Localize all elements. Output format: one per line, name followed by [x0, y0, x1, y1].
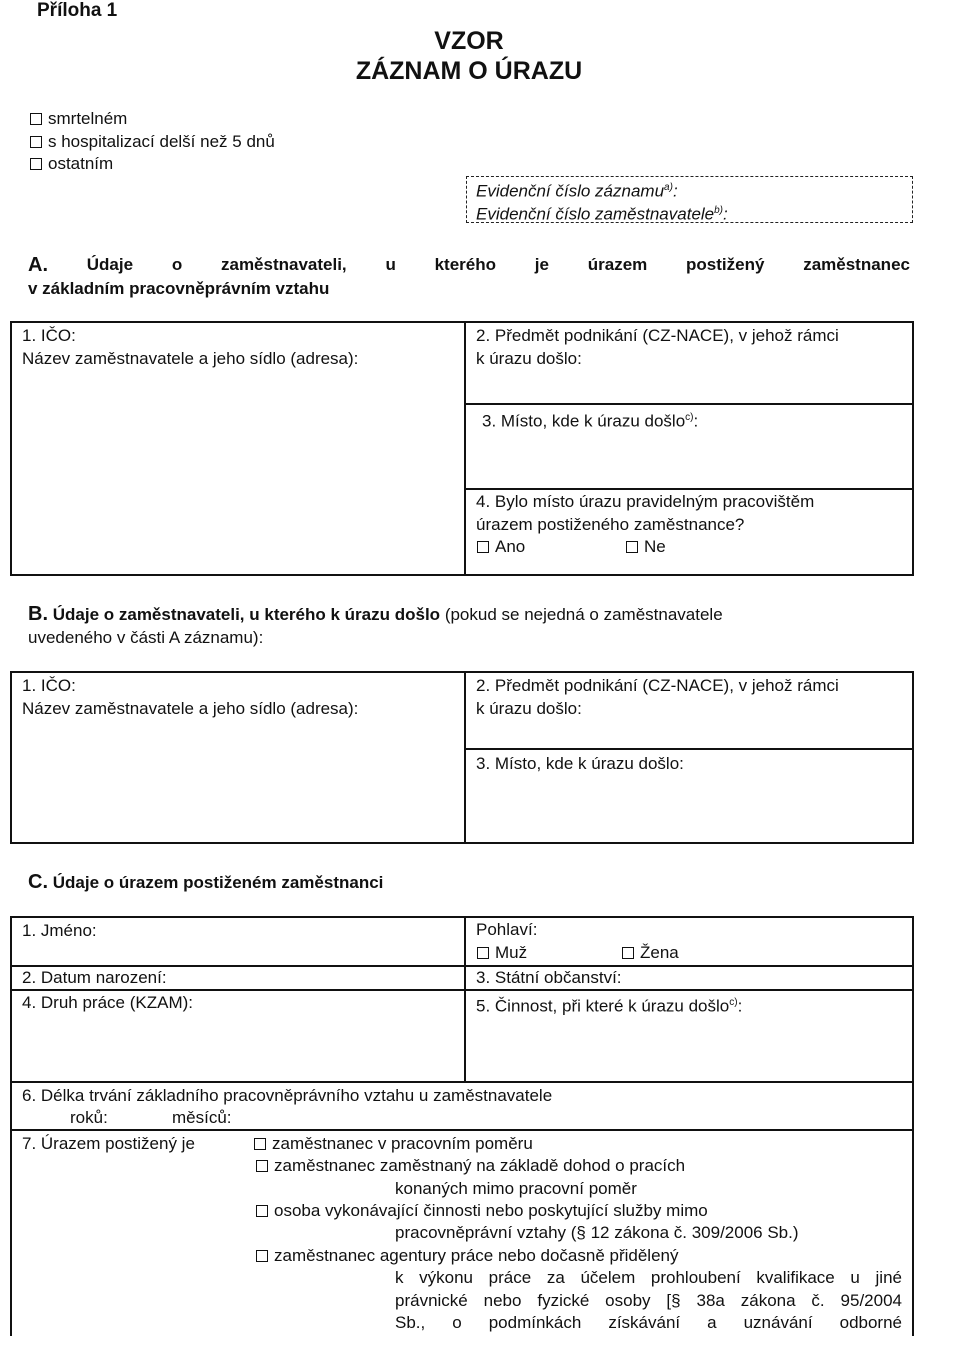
- checkbox-yes[interactable]: [477, 541, 489, 553]
- c-activity-label[interactable]: 5. Činnost, při které k úrazu došlo$^{c)}$:: [476, 996, 743, 1016]
- c-opt-person-l2: pracovněprávní vztahy (§ 12 zákona č. 309/2006 Sb.): [395, 1223, 799, 1242]
- c-work-type-label[interactable]: 4. Druh práce (KZAM):: [22, 993, 193, 1012]
- c-opt-person[interactable]: osoba vykonávající činnosti nebo poskytující služby mimo: [256, 1200, 708, 1222]
- a-yes-option[interactable]: Ano: [477, 536, 525, 558]
- c-citizenship-label[interactable]: 3. Státní občanství:: [476, 968, 622, 987]
- section-c-heading: C. Údaje o úrazem postiženém zaměstnanci: [28, 871, 384, 893]
- c-sex-female[interactable]: Žena: [622, 942, 679, 964]
- c-opt-agency-l3: právnické nebo fyzické osoby [§ 38a zákona č. 95/2004: [395, 1291, 902, 1310]
- c-opt-agency-l4: Sb., o podmínkách získávání a uznávání odborné: [395, 1313, 902, 1332]
- a-no-option[interactable]: Ne: [626, 536, 666, 558]
- section-a-heading-line2: v základním pracovněprávním vztahu: [28, 279, 330, 298]
- record-number-label[interactable]: Evidenční číslo záznamu$^{a)}$:: [476, 181, 678, 201]
- c-injured-is-label: 7. Úrazem postižený je: [22, 1134, 195, 1153]
- checkbox-male[interactable]: [477, 947, 489, 959]
- checkbox-agreement[interactable]: [256, 1160, 268, 1172]
- injury-type-hospital: s hospitalizací delší než 5 dnů: [30, 131, 275, 153]
- annex-label: Příloha 1: [37, 0, 118, 21]
- b-business-label-2: k úrazu došlo:: [476, 699, 582, 718]
- a-employer-name-label[interactable]: Název zaměstnavatele a jeho sídlo (adresa):: [22, 349, 359, 368]
- checkbox-hospital[interactable]: [30, 136, 42, 148]
- c-sex-label: Pohlaví:: [476, 920, 538, 939]
- a-business-label[interactable]: 2. Předmět podnikání (CZ-NACE), v jehož rámci: [476, 326, 839, 345]
- c-birth-date-label[interactable]: 2. Datum narození:: [22, 968, 167, 987]
- a-business-label-2: k úrazu došlo:: [476, 349, 582, 368]
- c-sex-male[interactable]: Muž: [477, 942, 527, 964]
- c-opt-agency-l2: k výkonu práce za účelem prohloubení kvalifikace u jiné: [395, 1268, 902, 1287]
- section-b-heading-line2: uvedeného v části A záznamu):: [28, 628, 264, 647]
- injury-type-fatal: smrtelném: [30, 108, 127, 130]
- b-business-label[interactable]: 2. Předmět podnikání (CZ-NACE), v jehož rámci: [476, 676, 839, 695]
- c-opt-agreement[interactable]: zaměstnanec zaměstnaný na základě dohod o pracích: [256, 1155, 685, 1177]
- c-opt-agreement-l2: konaných mimo pracovní poměr: [395, 1179, 637, 1198]
- a-regular-workplace-label: 4. Bylo místo úrazu pravidelným pracovištěm: [476, 492, 815, 511]
- b-employer-name-label[interactable]: Název zaměstnavatele a jeho sídlo (adresa):: [22, 699, 359, 718]
- checkbox-fatal[interactable]: [30, 113, 42, 125]
- checkbox-no[interactable]: [626, 541, 638, 553]
- c-opt-employee[interactable]: zaměstnanec v pracovním poměru: [254, 1133, 533, 1155]
- a-place-label[interactable]: 3. Místo, kde k úrazu došlo$^{c)}$:: [482, 411, 699, 431]
- checkbox-employee[interactable]: [254, 1138, 266, 1150]
- c-name-label[interactable]: 1. Jméno:: [22, 921, 97, 940]
- a-regular-workplace-label-2: úrazem postiženého zaměstnance?: [476, 515, 745, 534]
- title-line-1: VZOR: [434, 27, 504, 55]
- c-months-label[interactable]: měsíců:: [172, 1108, 232, 1127]
- injury-type-other: ostatním: [30, 153, 113, 175]
- c-years-label[interactable]: roků:: [70, 1108, 108, 1127]
- b-ico-label[interactable]: 1. IČO:: [22, 676, 76, 695]
- b-place-label[interactable]: 3. Místo, kde k úrazu došlo:: [476, 754, 684, 773]
- a-ico-label[interactable]: 1. IČO:: [22, 326, 76, 345]
- section-b-heading: B. Údaje o zaměstnavateli, u kterého k úrazu došlo (pokud se nejedná o zaměstnavatele: [28, 603, 723, 625]
- checkbox-person[interactable]: [256, 1205, 268, 1217]
- checkbox-female[interactable]: [622, 947, 634, 959]
- checkbox-other[interactable]: [30, 158, 42, 170]
- c-duration-label: 6. Délka trvání základního pracovněprávního vztahu u zaměstnavatele: [22, 1086, 553, 1105]
- section-a-heading: A. Údaje o zaměstnavateli, u kterého je úrazem postižený zaměstnanec: [28, 254, 910, 276]
- title-line-2: ZÁZNAM O ÚRAZU: [355, 57, 583, 85]
- c-opt-agency[interactable]: zaměstnanec agentury práce nebo dočasně přidělený: [256, 1245, 679, 1267]
- checkbox-agency[interactable]: [256, 1250, 268, 1262]
- employer-number-label[interactable]: Evidenční číslo zaměstnavatele$^{b)}$:: [476, 204, 728, 224]
